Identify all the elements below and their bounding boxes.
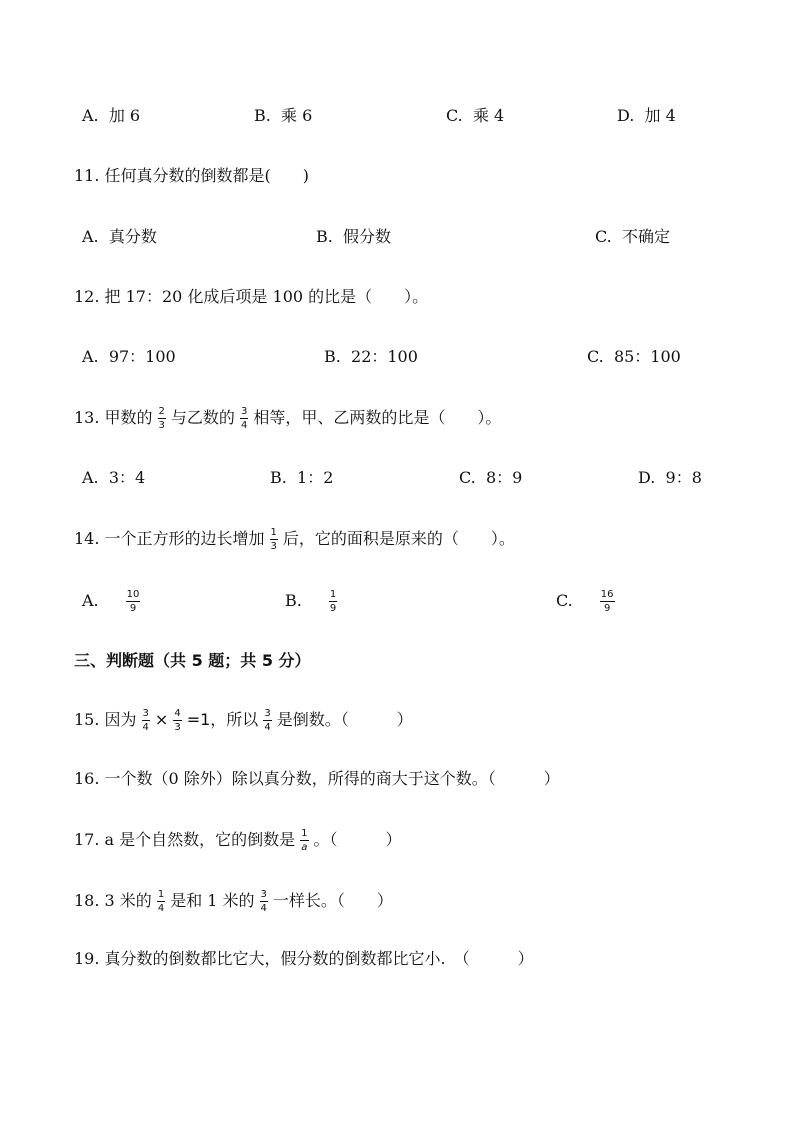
q13-stem: 13. 甲数的 $\frac{2}{3}$ 与乙数的 $\frac{3}{4}$ 相等，甲、乙两数的比是（ ）。: [74, 406, 502, 431]
q14-option-c: C. $\frac{16}{9}$: [556, 589, 614, 614]
q14-fraction: $\frac{1}{3}$: [270, 527, 277, 552]
q17-fraction: $\frac{1}{a}$: [301, 828, 308, 853]
q11-option-a: A. 真分数: [82, 227, 157, 246]
q14-option-a-fraction: $\frac{10}{9}$: [126, 589, 140, 614]
q15-fraction-3: $\frac{3}{4}$: [264, 708, 271, 733]
q13-option-a: A. 3：4: [82, 468, 146, 487]
q17-stem: 17. a 是个自然数，它的倒数是 $\frac{1}{a}$ 。（ ）: [74, 828, 402, 853]
q12-option-a: A. 97：100: [82, 347, 176, 366]
q10-option-d: D. 加 4: [617, 106, 676, 125]
q12-stem: 12. 把 17：20 化成后项是 100 的比是（ ）。: [74, 287, 429, 306]
q11-stem: 11. 任何真分数的倒数都是( ): [74, 166, 310, 185]
q10-option-a: A. 加 6: [82, 106, 141, 125]
q15-fraction-2: $\frac{4}{3}$: [174, 708, 181, 733]
q13-option-c: C. 8：9: [459, 468, 523, 487]
q14-stem: 14. 一个正方形的边长增加 $\frac{1}{3}$ 后，它的面积是原来的（ ）。: [74, 527, 515, 552]
q14-option-b-fraction: $\frac{1}{9}$: [329, 589, 337, 614]
q19-stem: 19. 真分数的倒数都比它大，假分数的倒数都比它小. （ ）: [74, 949, 534, 968]
section-heading: 三、判断题（共 5 题；共 5 分）: [74, 651, 311, 670]
q18-stem: 18. 3 米的 $\frac{1}{4}$ 是和 1 米的 $\frac{3}{4}$ 一样长。（ ）: [74, 889, 393, 914]
q10-option-c: C. 乘 4: [446, 106, 505, 125]
q12-option-b: B. 22：100: [324, 347, 418, 366]
q13-fraction-1: $\frac{2}{3}$: [158, 406, 165, 431]
q10-option-b: B. 乘 6: [254, 106, 313, 125]
q12-option-c: C. 85：100: [587, 347, 681, 366]
q18-fraction-1: $\frac{1}{4}$: [157, 889, 165, 914]
q15-fraction-1: $\frac{3}{4}$: [142, 708, 149, 733]
q11-option-c: C. 不确定: [595, 227, 670, 246]
q11-option-b: B. 假分数: [316, 227, 392, 246]
q13-fraction-2: $\frac{3}{4}$: [240, 406, 248, 431]
q15-stem: 15. 因为 $\frac{3}{4}$ × $\frac{4}{3}$ =1，所以 $\frac{3}{4}$ 是倒数。（ ）: [74, 708, 413, 733]
q14-option-a: A. $\frac{10}{9}$: [82, 589, 140, 614]
q13-option-d: D. 9：8: [638, 468, 702, 487]
q16-stem: 16. 一个数（0 除外）除以真分数，所得的商大于这个数。（ ）: [74, 769, 560, 788]
q18-fraction-2: $\frac{3}{4}$: [260, 889, 267, 914]
q14-option-c-fraction: $\frac{16}{9}$: [600, 589, 614, 614]
q14-option-b: B. $\frac{1}{9}$: [285, 589, 337, 614]
q13-option-b: B. 1：2: [270, 468, 334, 487]
